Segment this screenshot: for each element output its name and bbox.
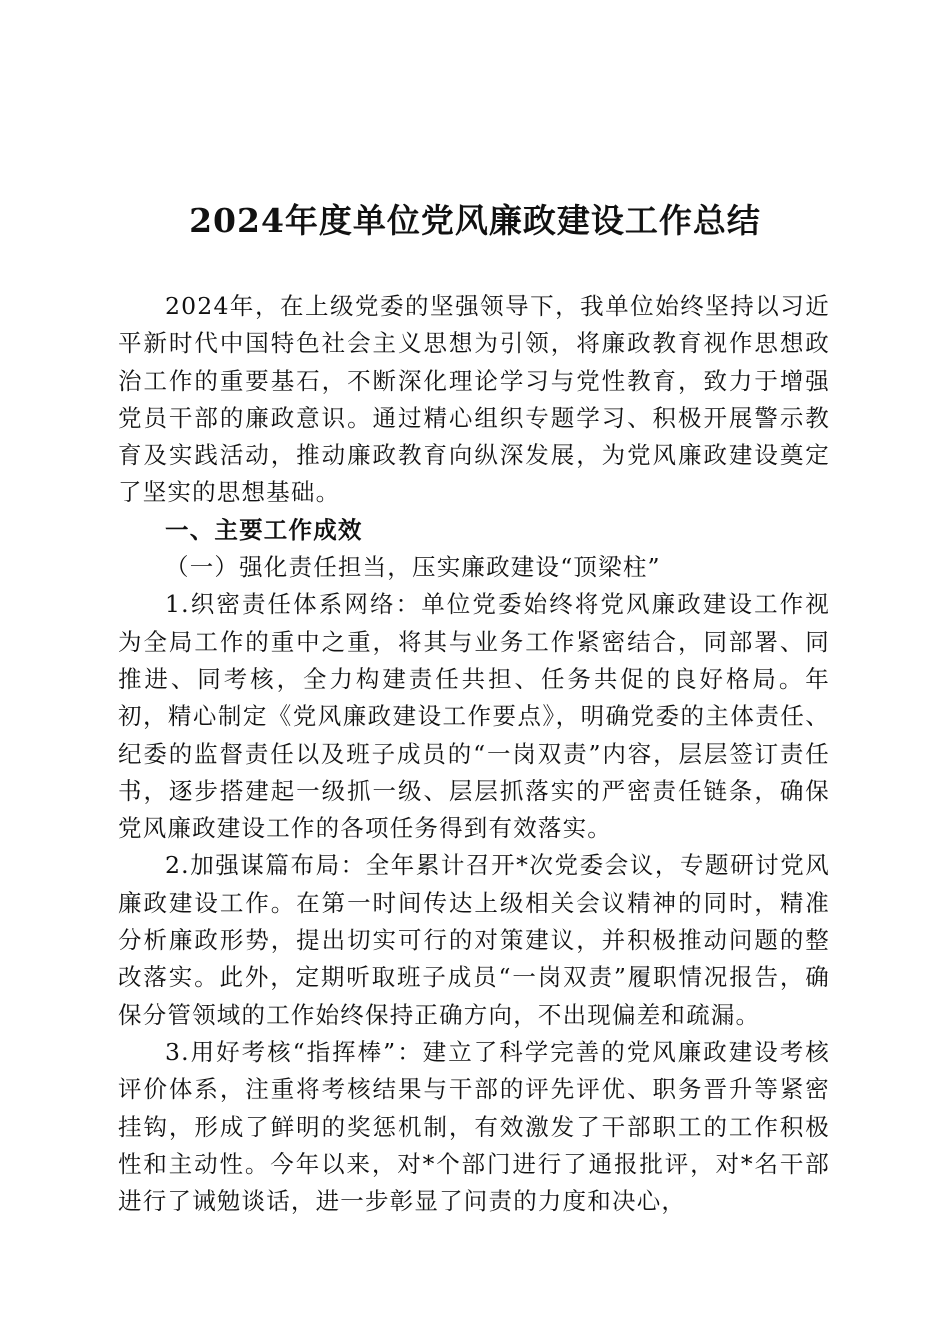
item-paragraph-3: 3.用好考核“指挥棒”：建立了科学完善的党风廉政建设考核评价体系，注重将考核结果与干部的评先评优、职务晋升等紧密挂钩，形成了鲜明的奖惩机制，有效激发了干部职工的工作积极性和主动性。今年以来，对*个部门进行了通报批评，对*名干部进行了诫勉谈话，进一步彰显了问责的力度和决心， — [118, 1037, 830, 1216]
document-body — [118, 288, 830, 1220]
document-title: 2024年度单位党风廉政建设工作总结 — [189, 201, 761, 240]
subsection-heading: （一）强化责任担当，压实廉政建设“顶梁柱” — [165, 553, 661, 582]
intro-paragraph: 2024年，在上级党委的坚强领导下，我单位始终坚持以习近平新时代中国特色社会主义思想为引领，将廉政教育视作思想政治工作的重要基石，不断深化理论学习与党性教育，致力于增强党员干部的廉政意识。通过精心组织专题学习、积极开展警示教育及实践活动，推动廉政教育向纵深发展，为党风廉政建设奠定了坚实的思想基础。 — [118, 292, 830, 507]
section-heading: 一、主要工作成效 — [165, 515, 363, 544]
item-paragraph-2: 2.加强谋篇布局：全年累计召开*次党委会议，专题研讨党风廉政建设工作。在第一时间传达上级相关会议精神的同时，精准分析廉政形势，提出切实可行的对策建议，并积极推动问题的整改落实。此外，定期听取班子成员“一岗双责”履职情况报告，确保分管领域的工作始终保持正确方向，不出现偏差和疏漏。 — [118, 851, 830, 1029]
item-paragraph-1: 1.织密责任体系网络：单位党委始终将党风廉政建设工作视为全局工作的重中之重，将其与业务工作紧密结合，同部署、同推进、同考核，全力构建责任共担、任务共促的良好格局。年初，精心制定《党风廉政建设工作要点》，明确党委的主体责任、纪委的监督责任以及班子成员的“一岗双责”内容，层层签订责任书，逐步搭建起一级抓一级、层层抓落实的严密责任链条，确保党风廉政建设工作的各项任务得到有效落实。 — [118, 590, 830, 843]
